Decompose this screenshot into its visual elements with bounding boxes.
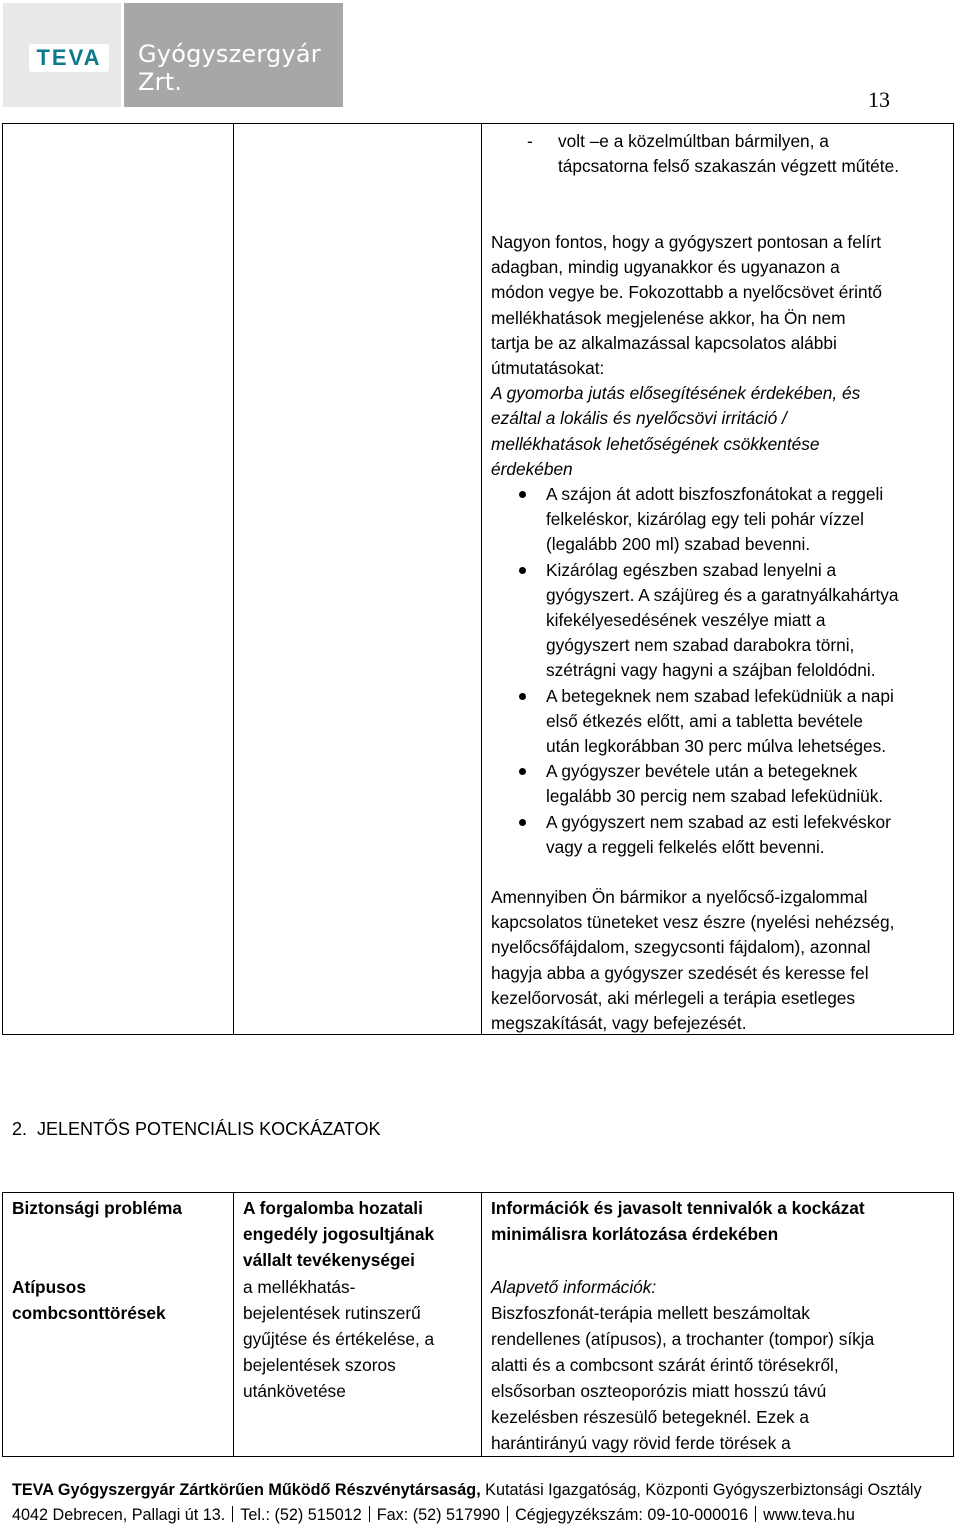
text-line: elsősorban oszteoporózis miatt hosszú távú [491, 1381, 827, 1401]
text-line: kezelésben részesülő betegeknél. Ezek a [491, 1407, 809, 1427]
text-line: Atípusos [12, 1277, 86, 1297]
text-line: gyógyszert. A szájüreg és a garatnyálkahártya [546, 584, 899, 605]
bullet-item [491, 759, 951, 809]
bullet-dot-icon [519, 567, 526, 574]
company-name: Gyógyszergyár Zrt. [138, 40, 321, 96]
warning-paragraph [491, 885, 951, 1036]
bullet-item [491, 684, 951, 760]
text-line: engedély jogosultjának [243, 1224, 435, 1244]
dash-marker: - [527, 131, 533, 151]
text-line: A gyógyszert nem szabad az esti lefekvéskor [546, 811, 891, 832]
instructions-bullet-list [491, 482, 951, 860]
text-line: vállalt tevékenységei [243, 1250, 415, 1270]
dash-list-item [527, 129, 907, 179]
text-line: combcsonttörések [12, 1303, 166, 1323]
section-heading [12, 1117, 380, 1142]
table-col-divider-1 [233, 123, 234, 1034]
text-line: A betegeknek nem szabad lefeküdniük a napi [546, 685, 894, 706]
italic-line: mellékhatások lehetőségének csökkentése [491, 433, 820, 454]
risk-table-right-border [953, 1192, 954, 1456]
text-line: gyűjtése és értékelése, a [243, 1329, 435, 1349]
text-line: mellékhatások megjelenése akkor, ha Ön nem [491, 307, 846, 328]
text-line: kapcsolatos tüneteket vesz észre (nyelési nehézség, [491, 912, 895, 933]
footer-phone: Tel.: (52) 515012 [240, 1506, 362, 1524]
text-line: minimálisra korlátozása érdekében [491, 1224, 779, 1244]
table-col-divider-2 [481, 123, 482, 1034]
text-line: útmutatásokat: [491, 358, 605, 379]
text-line: nyelőcsőfájdalom, szegycsonti fájdalom), azonnal [491, 937, 871, 958]
footer-department: Kutatási Igazgatóság, Központi Gyógyszerbiztonsági Osztály [480, 1481, 922, 1499]
text-line: legalább 30 percig nem szabad lefeküdniük. [546, 786, 884, 807]
text-line: hagyja abba a gyógyszer szedését és keresse fel [491, 962, 869, 983]
footer-registration: Cégjegyzékszám: 09-10-000016 [515, 1506, 749, 1524]
text-line: felkeléskor, kizárólag egy teli pohár vízzel [546, 509, 864, 530]
header-mah-activities [243, 1195, 475, 1273]
text-line: Nagyon fontos, hogy a gyógyszert pontosan a felírt [491, 232, 882, 252]
header-risk-info [491, 1195, 951, 1247]
footer-website-link[interactable]: www.teva.hu [763, 1506, 855, 1524]
risk-table-left-border [2, 1192, 3, 1456]
text-line: Információk és javasolt tennivalók a kockázat [491, 1198, 865, 1218]
text-line: bejelentések szoros [243, 1355, 396, 1375]
logo-text: TEVA [36, 45, 102, 70]
row-safety-concern [12, 1274, 227, 1326]
bullet-item [491, 810, 951, 860]
text-line: tartja be az alkalmazással kapcsolatos alábbi [491, 332, 837, 353]
table-top-border [2, 123, 954, 124]
risk-table-top-border [2, 1192, 954, 1193]
bullet-dot-icon [519, 819, 526, 826]
risk-table-col-divider-1 [233, 1192, 234, 1456]
risk-table-bottom-border [2, 1456, 954, 1457]
footer-separator [369, 1506, 370, 1522]
text-line: adagban, mindig ugyanakkor és ugyanazon a [491, 257, 840, 278]
table-left-border [2, 123, 3, 1034]
bullet-dot-icon [519, 491, 526, 498]
footer-company-line [12, 1479, 922, 1501]
text-line: A forgalomba hozatali [243, 1198, 423, 1218]
footer-separator [232, 1506, 233, 1522]
text-line: módon vegye be. Fokozottabb a nyelőcsövet érintő [491, 282, 882, 303]
teva-logo-icon [29, 44, 109, 72]
section-number: 2. [12, 1119, 28, 1139]
footer-address: 4042 Debrecen, Pallagi út 13. [12, 1506, 226, 1524]
text-line: gyógyszert nem szabad darabokra törni, [546, 635, 855, 656]
text-line: kezelőorvosát, aki mérlegeli a terápia esetleges [491, 987, 856, 1008]
text-line: kifekélyesedésének veszélye miatt a [546, 610, 826, 631]
text-line: rendellenes (atípusos), a trochanter (tompor) síkja [491, 1329, 875, 1349]
text-line: Kizárólag egészben szabad lenyelni a [546, 559, 837, 580]
teva-logo [3, 3, 121, 107]
footer-separator [755, 1506, 756, 1522]
table-right-border [953, 123, 954, 1034]
text-line: első étkezés előtt, ami a tabletta bevétele [546, 710, 864, 731]
text-line: Amennyiben Ön bármikor a nyelőcső-izgalommal [491, 887, 868, 907]
italic-line: A gyomorba jutás elősegítésének érdekében, és [491, 383, 861, 404]
text-line: (legalább 200 ml) szabad bevenni. [546, 534, 811, 555]
dash-item-text: volt –e a közelmúltban bármilyen, a tápcsatorna felső szakaszán végzett műtéte. [558, 131, 900, 177]
risk-table-col-divider-2 [481, 1192, 482, 1456]
footer-separator [507, 1506, 508, 1522]
text-line: a mellékhatás- [243, 1277, 356, 1297]
text-line: harántirányú vagy rövid ferde törések a [491, 1433, 791, 1453]
company-banner [124, 3, 343, 107]
row-risk-info [491, 1274, 951, 1456]
row-mah-activities [243, 1274, 475, 1404]
text-line: bejelentések rutinszerű [243, 1303, 421, 1323]
text-line: Biszfoszfonát-terápia mellett beszámoltak [491, 1303, 810, 1323]
italic-line: érdekében [491, 458, 573, 479]
footer-fax: Fax: (52) 517990 [376, 1506, 501, 1524]
section-title: JELENTŐS POTENCIÁLIS KOCKÁZATOK [37, 1119, 381, 1139]
bullet-item [491, 558, 951, 684]
text-line: A szájon át adott biszfoszfonátokat a reggeli [546, 484, 884, 505]
text-line: szétrágni vagy hagyni a szájban feloldódni. [546, 660, 876, 681]
italic-line: ezáltal a lokális és nyelőcsövi irritáció / [491, 408, 787, 429]
text-line: A gyógyszer bevétele után a betegeknek [546, 761, 858, 782]
footer-company-name: TEVA Gyógyszergyár Zártkörűen Működő Részvénytársaság, [12, 1481, 481, 1499]
text-line: megszakítását, vagy befejezését. [491, 1013, 747, 1034]
text-line: alatti és a combcsont szárát érintő törésekről, [491, 1355, 839, 1375]
bullet-item [491, 482, 951, 558]
header-safety-concern: Biztonsági probléma [12, 1198, 182, 1218]
footer-contact-line [12, 1504, 855, 1526]
page-number: 13 [868, 87, 890, 112]
bullet-dot-icon [519, 693, 526, 700]
text-line: utánkövetése [243, 1381, 346, 1401]
text-line: után legkorábban 30 perc múlva lehetséges. [546, 736, 887, 757]
bullet-dot-icon [519, 768, 526, 775]
text-line: vagy a reggeli felkelés előtt bevenni. [546, 836, 825, 857]
italic-line: Alapvető információk: [491, 1277, 657, 1297]
instructions-paragraph [491, 230, 951, 860]
